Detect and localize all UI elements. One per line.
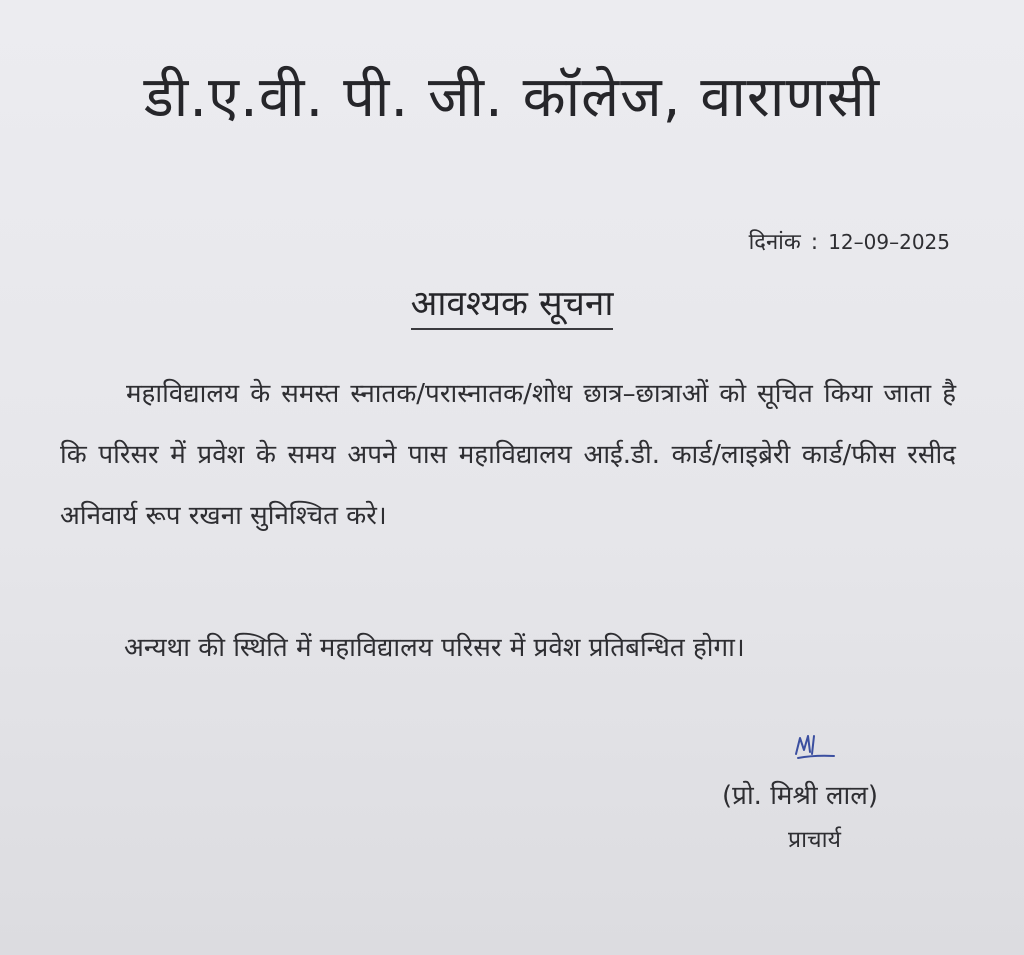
date-label: दिनांक	[748, 230, 801, 255]
notice-heading-wrapper	[0, 282, 1024, 328]
notice-warning-paragraph: अन्यथा की स्थिति में महाविद्यालय परिसर में प्रवेश प्रतिबन्धित होगा।	[124, 633, 745, 663]
date-colon: :	[810, 230, 819, 255]
date-value: 12–09–2025	[828, 230, 950, 254]
signatory-title: प्राचार्य	[788, 827, 841, 853]
notice-body-paragraph: महाविद्यालय के समस्त स्नातक/परास्नातक/शोध छात्र–छात्राओं को सूचित किया जाता है कि परिसर में प्रवेश के समय अपने पास महाविद्यालय आई.डी. कार्ड/लाइब्रेरी कार्ड/फीस रसीद अनिवार्य रूप रखना सुनिश्चित करे।	[60, 379, 956, 531]
institution-title: डी.ए.वी. पी. जी. कॉलेज, वाराणसी	[143, 65, 881, 130]
signatory-name: (प्रो. मिश्री लाल)	[722, 781, 879, 811]
notice-heading: आवश्यक सूचना	[411, 284, 614, 330]
date-line	[749, 226, 950, 256]
handwritten-signature	[790, 728, 850, 768]
